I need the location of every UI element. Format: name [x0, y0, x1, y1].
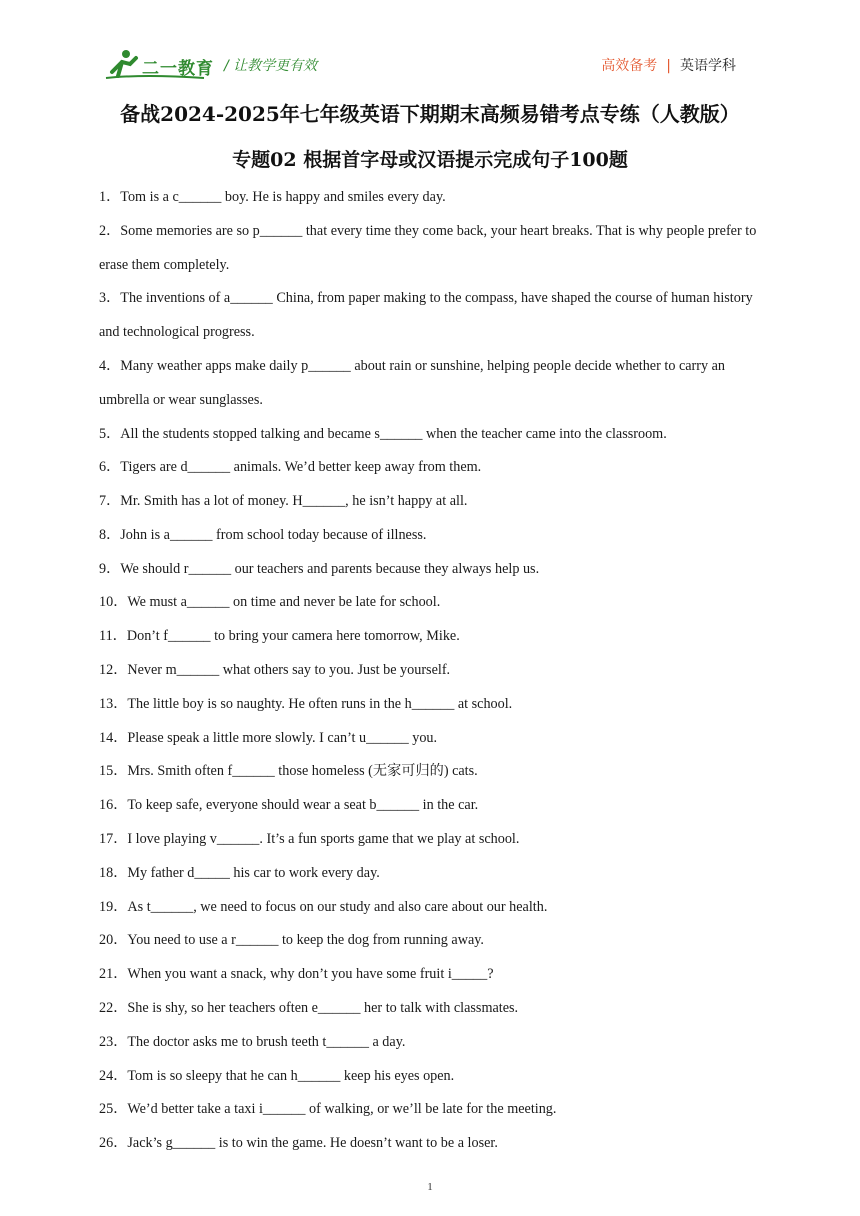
question-item: 18．My father d_____ his car to work every day.	[99, 865, 380, 881]
question-item: 23．The doctor asks me to brush teeth t______ a day.	[99, 1034, 406, 1050]
question-item: 5．All the students stopped talking and became s______ when the teacher came into the classroom.	[99, 426, 667, 442]
question-item: 1．Tom is a c______ boy. He is happy and smiles every day.	[99, 189, 446, 205]
question-item: 21．When you want a snack, why don’t you have some fruit i_____?	[99, 966, 494, 982]
question-item: 15．Mrs. Smith often f______ those homeless (无家可归的) cats.	[99, 763, 478, 779]
page-title: 备战2024-2025年七年级英语下期期末高频易错考点专练（人教版）	[120, 102, 740, 126]
question-item: 16．To keep safe, everyone should wear a seat b______ in the car.	[99, 797, 479, 813]
question-item: 19．As t______, we need to focus on our study and also care about our health.	[99, 899, 548, 915]
question-item: 7．Mr. Smith has a lot of money. H______, he isn’t happy at all.	[99, 493, 468, 509]
question-item: 9．We should r______ our teachers and parents because they always help us.	[99, 561, 540, 577]
question-item: 6．Tigers are d______ animals. We’d better keep away from them.	[99, 459, 482, 475]
question-item: 17．I love playing v______. It’s a fun sports game that we play at school.	[99, 831, 520, 847]
page-header	[0, 0, 860, 90]
question-item: 14．Please speak a little more slowly. I can’t u______ you.	[99, 730, 438, 746]
tag-exam-prep: 高效备考	[601, 58, 658, 74]
question-item: 22．She is shy, so her teachers often e______ her to talk with classmates.	[99, 1000, 519, 1016]
question-item: 8．John is a______ from school today because of illness.	[99, 527, 427, 543]
slogan: / 让教学更有效	[224, 58, 318, 74]
page-number: 1	[427, 1181, 433, 1193]
question-item: 11．Don’t f______ to bring your camera here tomorrow, Mike.	[99, 628, 460, 644]
question-item: 3．The inventions of a______ China, from paper making to the compass, have shaped the course of human history and technological progress.	[99, 290, 753, 340]
question-item: 12．Never m______ what others say to you. Just be yourself.	[99, 662, 451, 678]
logo-text: 二一教育	[142, 59, 214, 79]
page-subtitle: 专题02 根据首字母或汉语提示完成句子100题	[232, 149, 628, 171]
question-item: 26．Jack’s g______ is to win the game. He doesn’t want to be a loser.	[99, 1135, 498, 1151]
question-item: 20．You need to use a r______ to keep the dog from running away.	[99, 932, 484, 948]
question-item: 25．We’d better take a taxi i______ of walking, or we’ll be late for the meeting.	[99, 1101, 557, 1117]
tag-separator: |	[666, 58, 671, 74]
question-item: 13．The little boy is so naughty. He often runs in the h______ at school.	[99, 696, 513, 712]
tag-subject: 英语学科	[680, 58, 736, 74]
question-item: 10．We must a______ on time and never be late for school.	[99, 594, 441, 610]
question-item: 24．Tom is so sleepy that he can h______ keep his eyes open.	[99, 1068, 455, 1084]
question-item: 2．Some memories are so p______ that every time they come back, your heart breaks. That is why people prefer to erase them completely.	[99, 223, 757, 273]
subject-tag	[601, 55, 736, 75]
question-item: 4．Many weather apps make daily p______ about rain or sunshine, helping people decide whether to carry an umbrella or wear sunglasses.	[99, 358, 726, 408]
